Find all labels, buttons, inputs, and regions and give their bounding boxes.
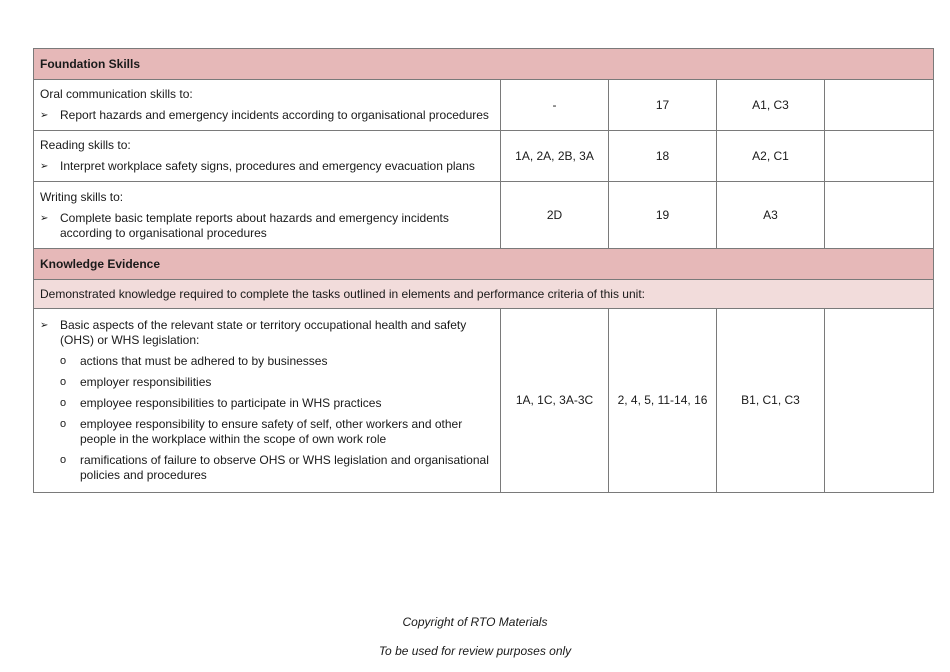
sub-list-item-text: employee responsibilities to participate in WHS practices [80, 396, 382, 410]
skill-label: Oral communication skills to: [40, 87, 193, 101]
mapping-cell: 2, 4, 5, 11-14, 16 [609, 309, 717, 493]
knowledge-evidence-header-row [34, 249, 934, 280]
mapping-cell: 18 [609, 131, 717, 182]
circle-bullet-icon: o [60, 355, 67, 367]
knowledge-cell [34, 309, 501, 493]
list-item [40, 159, 494, 174]
knowledge-intro-row [34, 280, 934, 309]
mapping-cell [825, 309, 934, 493]
skill-label: Reading skills to: [40, 138, 131, 152]
list-item [40, 211, 494, 241]
circle-bullet-icon: o [60, 376, 67, 388]
circle-bullet-icon: o [60, 454, 67, 466]
footer-copyright: Copyright of RTO Materials [402, 615, 548, 629]
skill-label: Writing skills to: [40, 189, 124, 204]
list-item [40, 108, 494, 123]
sub-list-item [40, 417, 494, 447]
sub-list-item [40, 354, 494, 369]
list-item-text: Interpret workplace safety signs, procedures and emergency evacuation plans [60, 159, 475, 173]
mapping-cell: 17 [609, 80, 717, 131]
mapping-cell: B1, C1, C3 [717, 309, 825, 493]
assessment-mapping-table [33, 48, 934, 493]
sub-list-item-text: employee responsibility to ensure safety of self, other workers and other people in the workplace within the scope of own work role [80, 417, 463, 446]
arrow-bullet-icon: ➢ [40, 110, 49, 121]
footer-review-note: To be used for review purposes only [378, 644, 572, 658]
foundation-skills-header-row [34, 49, 934, 80]
mapping-cell: 19 [609, 182, 717, 249]
table-row [34, 80, 934, 131]
list-item-text: Report hazards and emergency incidents according to organisational procedures [60, 108, 489, 122]
list-item-text: Complete basic template reports about hazards and emergency incidents according to organisational procedures [60, 210, 449, 240]
table-row [34, 182, 934, 249]
sub-list-item [40, 375, 494, 390]
mapping-cell [825, 131, 934, 182]
mapping-cell [825, 182, 934, 249]
knowledge-intro: Demonstrated knowledge required to complete the tasks outlined in elements and performance criteria of this unit: [34, 280, 934, 309]
arrow-bullet-icon: ➢ [40, 161, 49, 172]
sub-list-item-text: ramifications of failure to observe OHS or WHS legislation and organisational policies and procedures [80, 453, 489, 482]
circle-bullet-icon: o [60, 397, 67, 409]
mapping-cell: 1A, 1C, 3A-3C [501, 309, 609, 493]
foundation-skills-header: Foundation Skills [34, 49, 934, 80]
arrow-bullet-icon: ➢ [40, 320, 49, 331]
sub-list-item [40, 396, 494, 411]
arrow-bullet-icon: ➢ [40, 212, 49, 224]
mapping-cell: A2, C1 [717, 131, 825, 182]
sub-list-item-text: employer responsibilities [80, 375, 212, 389]
mapping-cell: 1A, 2A, 2B, 3A [501, 131, 609, 182]
skill-cell [34, 131, 501, 182]
table-row [34, 131, 934, 182]
skill-cell [34, 80, 501, 131]
list-item-text: Basic aspects of the relevant state or territory occupational health and safety (OHS) or WHS legislation: [60, 318, 467, 347]
list-item [40, 318, 494, 348]
sub-list-item-text: actions that must be adhered to by businesses [80, 354, 328, 368]
circle-bullet-icon: o [60, 418, 67, 430]
knowledge-evidence-header: Knowledge Evidence [34, 249, 934, 280]
mapping-cell: 2D [501, 182, 609, 249]
mapping-cell: A1, C3 [717, 80, 825, 131]
sub-list-item [40, 453, 494, 483]
skill-cell [34, 182, 501, 249]
mapping-cell [825, 80, 934, 131]
mapping-cell: A3 [717, 182, 825, 249]
mapping-cell: - [501, 80, 609, 131]
table-row [34, 309, 934, 493]
